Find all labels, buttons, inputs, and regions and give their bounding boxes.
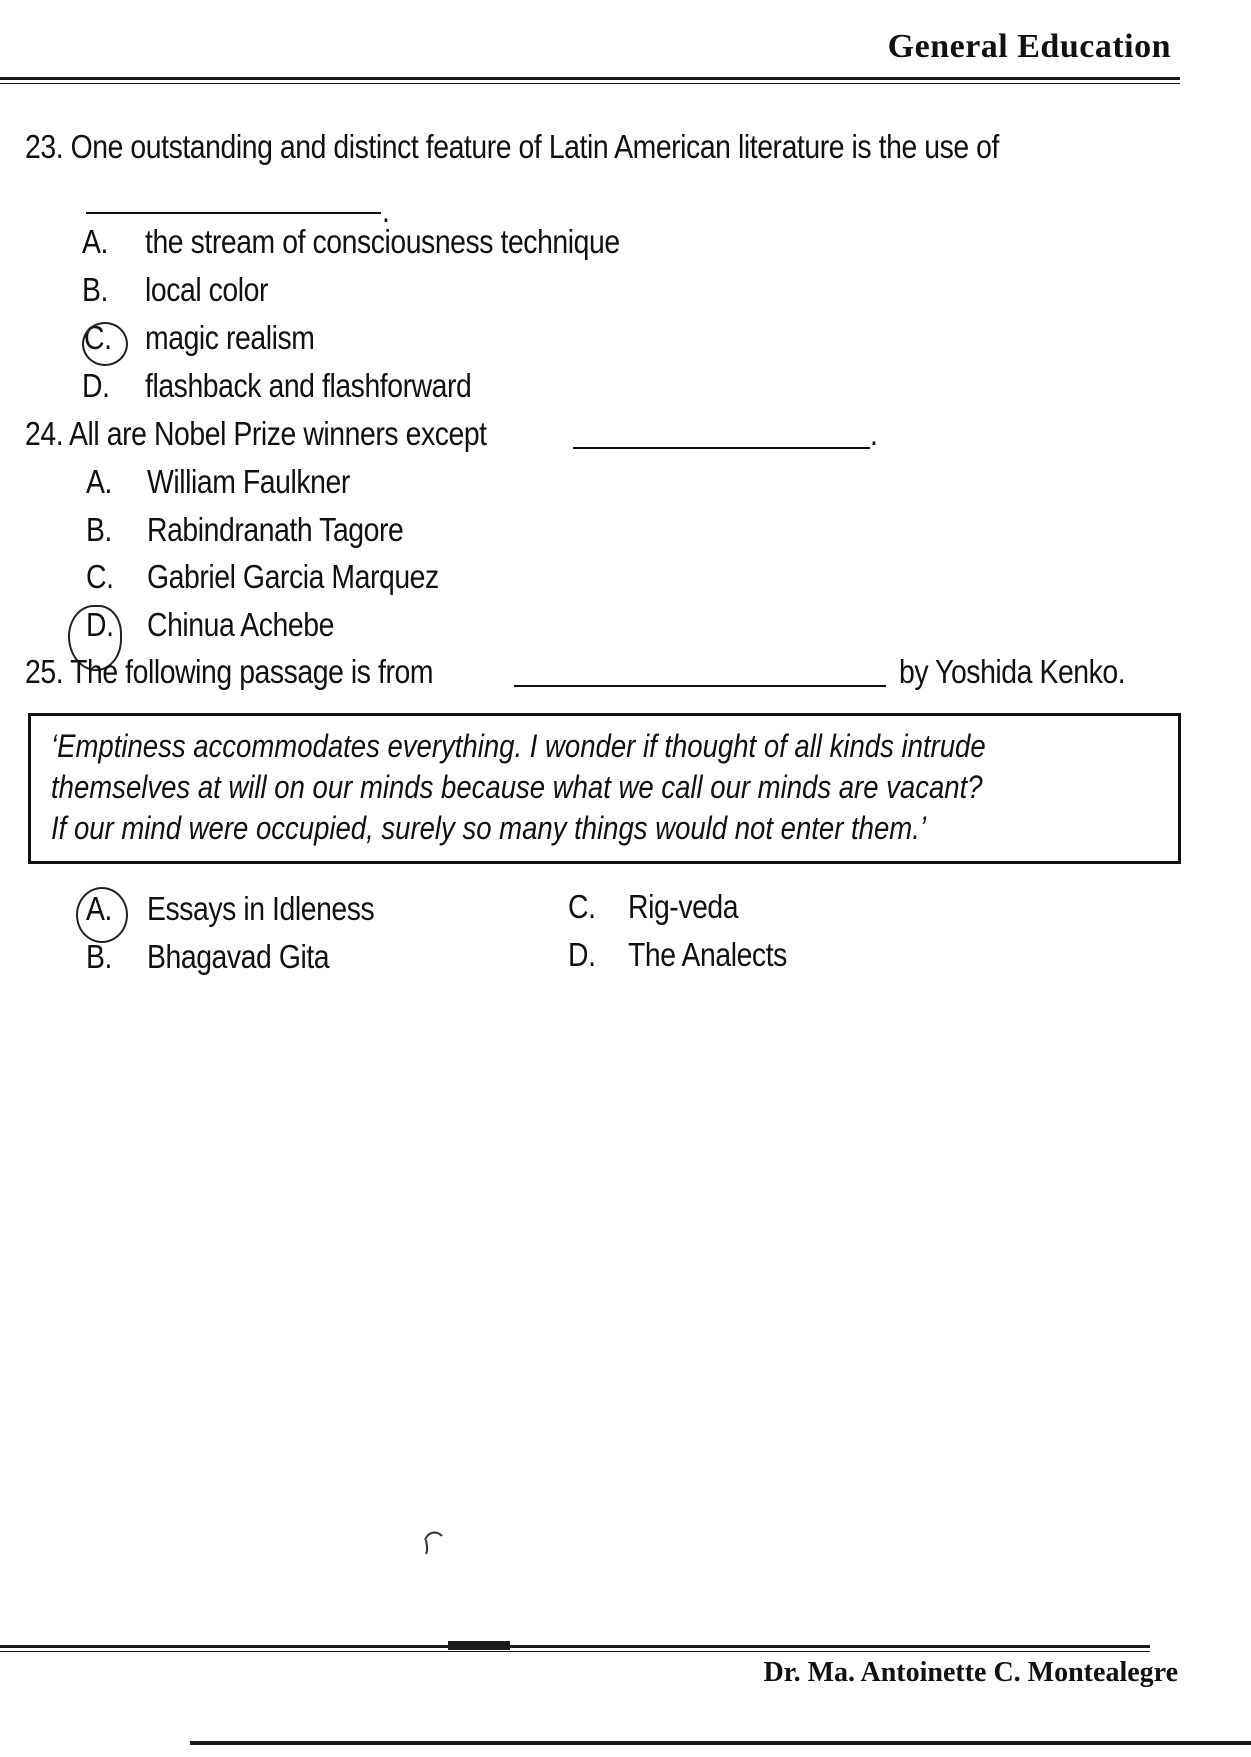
passage-line: If our mind were occupied, surely so many things would not enter them.’ bbox=[51, 810, 926, 846]
option-text: The Analects bbox=[628, 936, 787, 973]
question-number: 23. bbox=[25, 128, 64, 165]
option-letter: A. bbox=[82, 223, 108, 260]
option-letter: A. bbox=[86, 463, 112, 500]
question-number: 24. bbox=[25, 415, 64, 452]
footer-author: Dr. Ma. Antoinette C. Montealegre bbox=[763, 1657, 1178, 1688]
blank-period: . bbox=[870, 415, 878, 452]
question-23 bbox=[25, 128, 999, 166]
question-text: One outstanding and distinct feature of Latin American literature is the use of bbox=[70, 128, 1000, 165]
option-text: magic realism bbox=[145, 319, 315, 356]
answer-circle-mark bbox=[82, 322, 128, 366]
question-25 bbox=[25, 653, 433, 691]
option-text: Gabriel Garcia Marquez bbox=[147, 558, 439, 595]
option-text: Chinua Achebe bbox=[147, 606, 334, 643]
footer-rule bbox=[0, 1645, 1150, 1648]
option-letter: D. bbox=[86, 606, 114, 643]
option-text: local color bbox=[145, 271, 269, 308]
option-letter: B. bbox=[86, 938, 112, 975]
option-letter: A. bbox=[86, 890, 112, 927]
option-text: flashback and flashforward bbox=[145, 367, 472, 404]
option-text: the stream of consciousness technique bbox=[145, 223, 620, 260]
passage-line: themselves at will on our minds because what we call our minds are vacant? bbox=[51, 769, 983, 805]
option-letter: D. bbox=[568, 936, 596, 973]
question-number: 25. bbox=[25, 653, 64, 690]
answer-circle-mark bbox=[76, 887, 128, 943]
page-bottom-edge bbox=[190, 1741, 1251, 1745]
option-letter: C. bbox=[568, 888, 596, 925]
answer-blank bbox=[514, 685, 886, 687]
option-text: William Faulkner bbox=[147, 463, 350, 500]
header-rule bbox=[0, 77, 1180, 80]
option-text: Rig-veda bbox=[628, 888, 739, 925]
blank-period: . bbox=[382, 192, 390, 229]
option-letter: B. bbox=[86, 511, 112, 548]
option-text: Essays in Idleness bbox=[147, 890, 375, 927]
question-24 bbox=[25, 415, 487, 453]
option-text: Bhagavad Gita bbox=[147, 938, 330, 975]
answer-blank bbox=[573, 447, 870, 449]
question-text: All are Nobel Prize winners except bbox=[69, 415, 487, 452]
option-letter: B. bbox=[82, 271, 108, 308]
pencil-squiggle-icon bbox=[420, 1522, 450, 1562]
page-header-title: General Education bbox=[887, 28, 1171, 65]
option-letter: C. bbox=[86, 558, 114, 595]
footer-rule-thin bbox=[0, 1651, 1150, 1652]
header-rule-thin bbox=[0, 83, 1180, 84]
option-text: Rabindranath Tagore bbox=[147, 511, 404, 548]
question-text: The following passage is from bbox=[70, 653, 434, 690]
passage-box bbox=[28, 713, 1181, 864]
option-letter: D. bbox=[82, 367, 110, 404]
footer-rule-mark bbox=[448, 1641, 510, 1650]
option-letter: C. bbox=[84, 319, 112, 356]
answer-blank bbox=[86, 212, 381, 214]
question-text-after: by Yoshida Kenko. bbox=[899, 653, 1126, 690]
passage-line: ‘Emptiness accommodates everything. I wonder if thought of all kinds intrude bbox=[51, 728, 986, 764]
